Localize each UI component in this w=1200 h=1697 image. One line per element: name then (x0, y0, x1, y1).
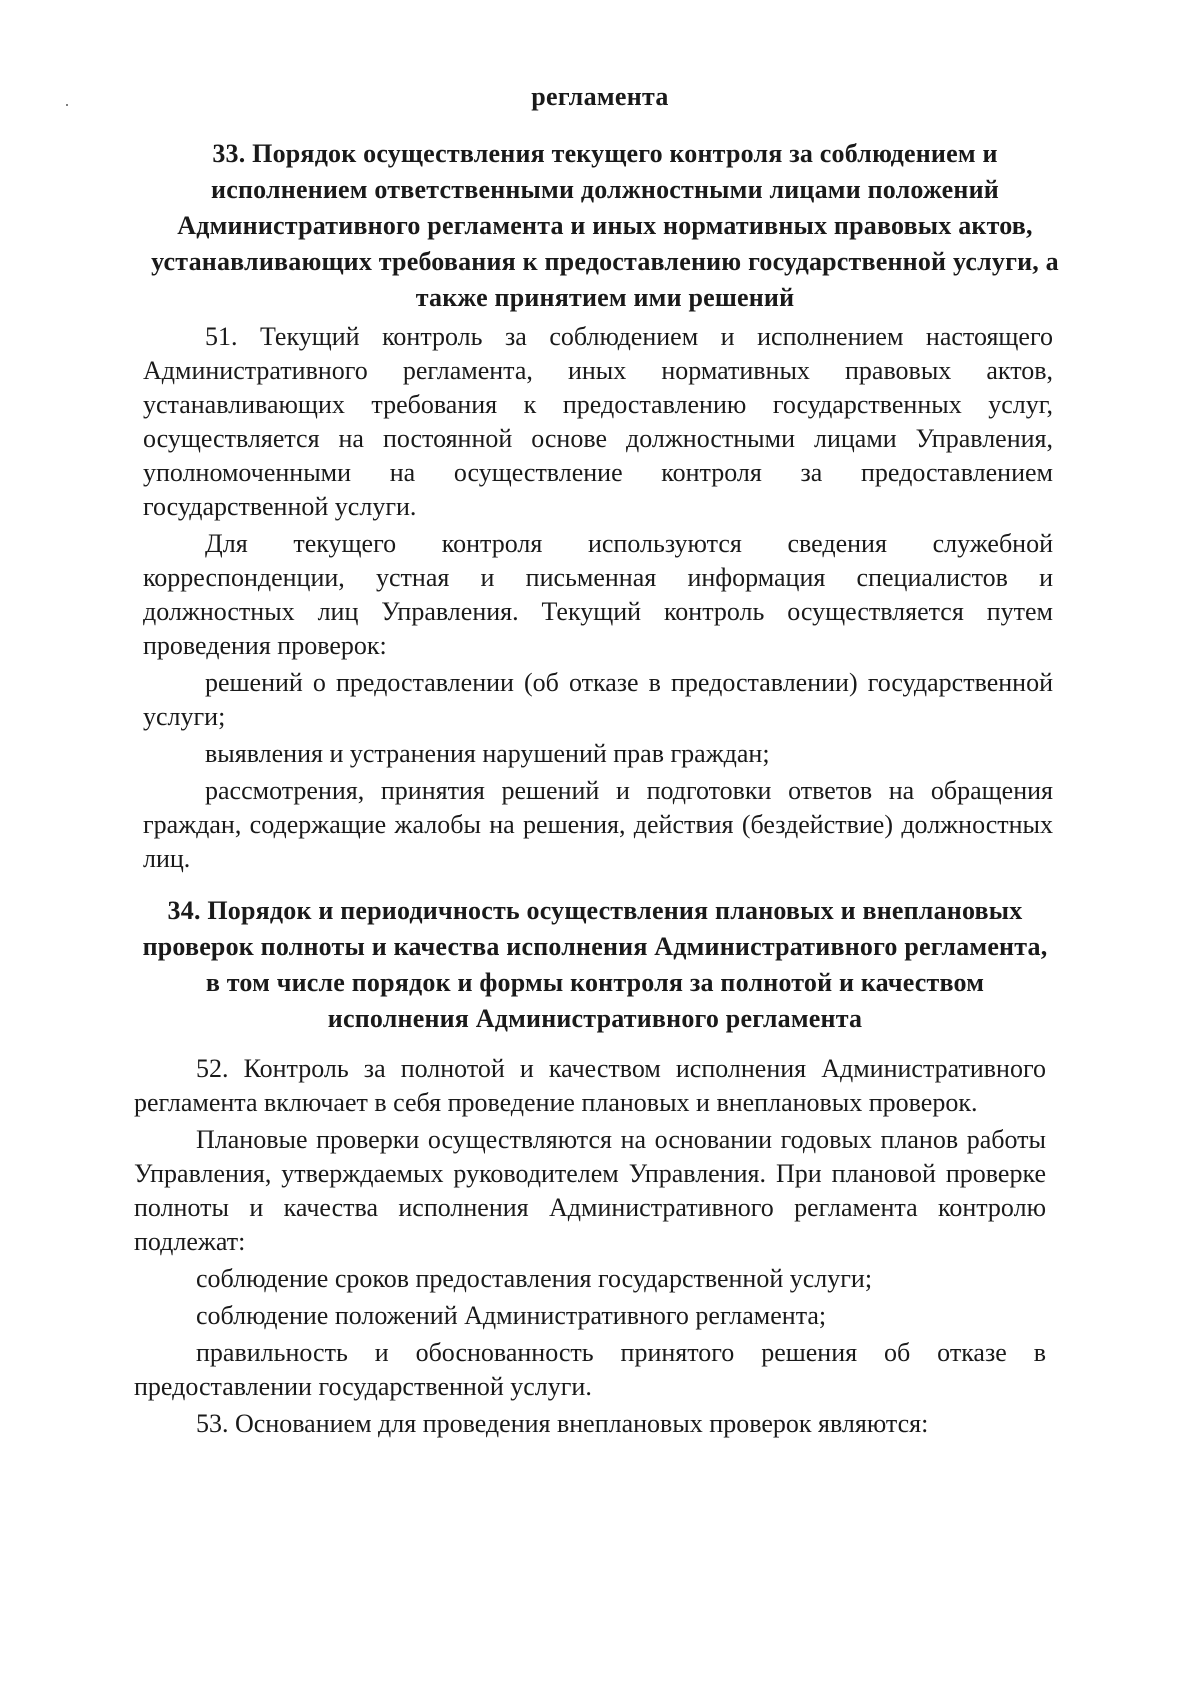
paragraph-53: 53. Основанием для проведения внеплановых проверок являются: (196, 1409, 929, 1438)
running-head: регламента (531, 82, 669, 111)
list-item-violations: выявления и устранения нарушений прав граждан; (205, 739, 770, 768)
list-item-provisions: соблюдение положений Административного регламента; (196, 1301, 827, 1330)
paragraph-52: 52. Контроль за полнотой и качеством исполнения Административного регламента включает в себя проведение плановых и внеплановых проверок. (134, 1054, 1046, 1117)
paragraph-current-control: Для текущего контроля используются сведения служебной корреспонденции, устная и письменная информация специалистов и должностных лиц Управления. Текущий контроль осуществляется путем проведения проверок: (143, 529, 1053, 660)
list-item-refusal: правильность и обоснованность принятого решения об отказе в предоставлении государственной услуги. (134, 1338, 1046, 1401)
list-item-deadlines: соблюдение сроков предоставления государственной услуги; (196, 1264, 873, 1293)
section-34-heading: 34. Порядок и периодичность осуществления плановых и внеплановых проверок полноты и качества исполнения Административного регламента, в том числе порядок и формы контроля за полнотой и качеством исполнения Административного регламента (142, 896, 1048, 1033)
section-33-heading: 33. Порядок осуществления текущего контроля за соблюдением и исполнением ответственными должностными лицами положений Административного регламента и иных нормативных правовых актов, устанавливающих требования к предоставлению государственной услуги, а также принятием ими решений (151, 139, 1059, 312)
paragraph-planned-checks: Плановые проверки осуществляются на основании годовых планов работы Управления, утверждаемых руководителем Управления. При плановой проверке полноты и качества исполнения Административного регламента контролю подлежат: (134, 1125, 1046, 1256)
section-34-body (134, 1052, 1046, 1441)
list-item-decisions: решений о предоставлении (об отказе в предоставлении) государственной услуги; (143, 668, 1053, 731)
list-item-appeals: рассмотрения, принятия решений и подготовки ответов на обращения граждан, содержащие жалобы на решения, действия (бездействие) должностных лиц. (143, 776, 1053, 873)
section-33-body (143, 320, 1053, 876)
paragraph-51: 51. Текущий контроль за соблюдением и исполнением настоящего Административного регламента, иных нормативных правовых актов, устанавливающих требования к предоставлению государственных услуг, осуществляется на постоянной основе должностными лицами Управления, уполномоченными на осуществление контроля за предоставлением государственной услуги. (143, 322, 1053, 521)
